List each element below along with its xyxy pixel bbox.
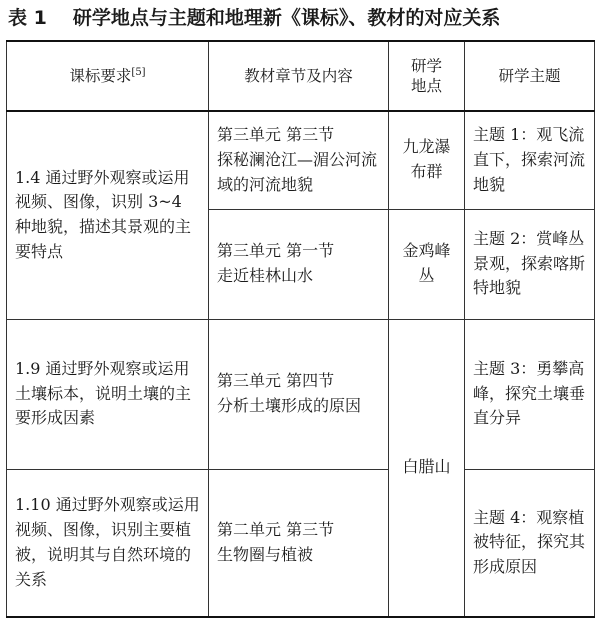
location-cell: 金鸡峰丛 [389, 209, 465, 319]
header-location: 研学 地点 [389, 41, 465, 111]
theme-cell: 主题 3：勇攀高峰，探究土壤垂直分异 [465, 319, 595, 469]
header-theme: 研学主题 [465, 41, 595, 111]
table-number: 表 1 [8, 7, 47, 29]
standard-cell: 1.10 通过野外观察或运用视频、图像，识别主要植被，说明其与自然环境的关系 [7, 469, 209, 617]
standard-cell: 1.4 通过野外观察或运用视频、图像，识别 3~4 种地貌，描述其景观的主要特点 [7, 111, 209, 319]
reference-mark: [5] [131, 66, 146, 78]
theme-cell: 主题 1：观飞流直下，探索河流地貌 [465, 111, 595, 209]
chapter-cell: 第三单元 第一节 走近桂林山水 [209, 209, 389, 319]
standard-cell: 1.9 通过野外观察或运用土壤标本，说明土壤的主要形成因素 [7, 319, 209, 469]
chapter-cell: 第三单元 第四节 分析土壤形成的原因 [209, 319, 389, 469]
table-title [8, 2, 592, 34]
table-row [7, 319, 595, 469]
header-row [7, 41, 595, 111]
header-chapter: 教材章节及内容 [209, 41, 389, 111]
table-caption: 研学地点与主题和地理新《课标》、教材的对应关系 [72, 7, 501, 29]
table-row [7, 469, 595, 617]
chapter-cell: 第三单元 第三节 探秘澜沧江—湄公河流域的河流地貌 [209, 111, 389, 209]
correspondence-table [6, 40, 595, 618]
table-row [7, 111, 595, 209]
theme-cell: 主题 4：观察植被特征，探究其形成原因 [465, 469, 595, 617]
location-cell: 白腊山 [389, 319, 465, 617]
theme-cell: 主题 2：赏峰丛景观，探索喀斯特地貌 [465, 209, 595, 319]
location-cell: 九龙瀑布群 [389, 111, 465, 209]
header-standard: 课标要求[5] [7, 41, 209, 111]
chapter-cell: 第二单元 第三节 生物圈与植被 [209, 469, 389, 617]
